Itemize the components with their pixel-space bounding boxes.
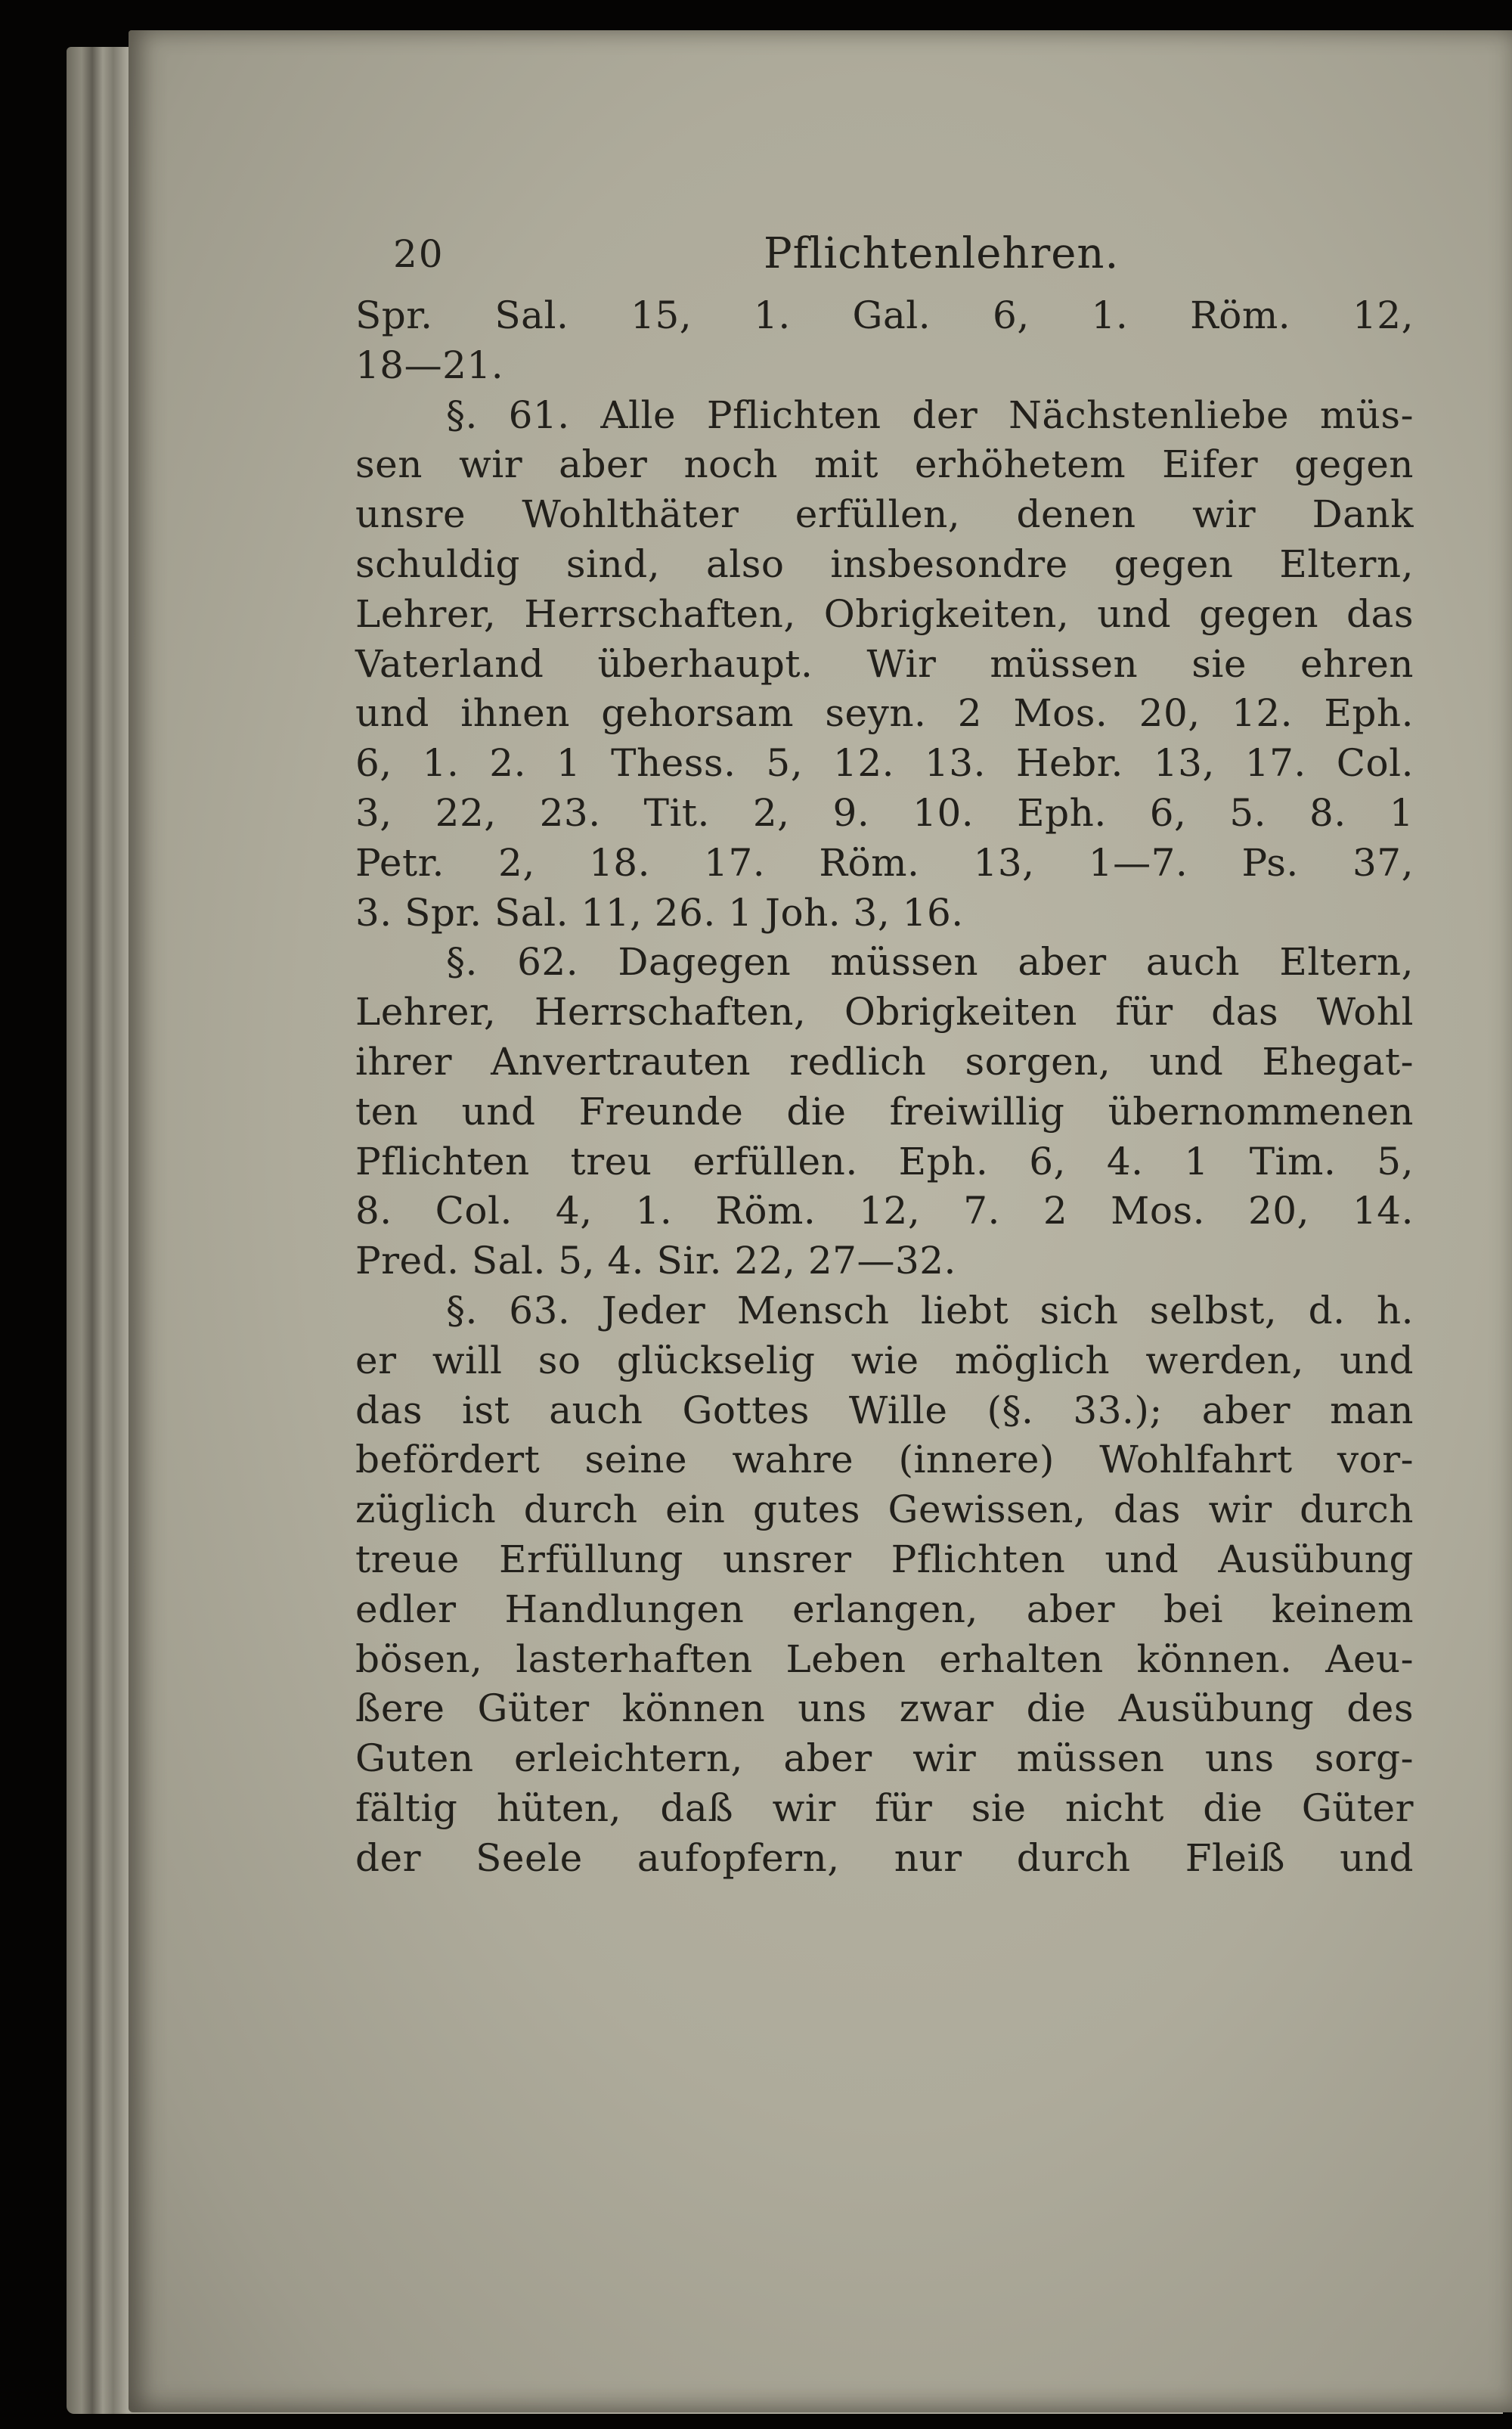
text-line: Pflichten treu erfüllen. Eph. 6, 4. 1 Tim. 5, <box>355 1139 1414 1183</box>
text-line: Lehrer, Herrschaften, Obrigkeiten, und gegen das <box>355 591 1414 636</box>
text-line: 3. Spr. Sal. 11, 26. 1 Joh. 3, 16. <box>355 890 964 935</box>
text-line: 8. Col. 4, 1. Röm. 12, 7. 2 Mos. 20, 14. <box>355 1189 1414 1233</box>
body-text <box>355 291 1414 1884</box>
text-line: ihrer Anvertrauten redlich sorgen, und Ehegat- <box>355 1039 1414 1084</box>
text-line: schuldig sind, also insbesondre gegen Eltern, <box>355 541 1414 586</box>
text-line: Petr. 2, 18. 17. Röm. 13, 1—7. Ps. 37, <box>355 840 1414 885</box>
running-head-title: Pflichtenlehren. <box>764 229 1120 278</box>
text-line: edler Handlungen erlangen, aber bei keinem <box>355 1587 1414 1631</box>
text-line: der Seele aufopfern, nur durch Fleiß und <box>355 1835 1414 1880</box>
text-line: sen wir aber noch mit erhöhetem Eifer gegen <box>355 442 1414 487</box>
page-text-block <box>355 223 1414 1884</box>
running-header <box>355 223 1414 291</box>
text-line: züglich durch ein gutes Gewissen, das wir durch <box>355 1487 1414 1532</box>
text-line: Pred. Sal. 5, 4. Sir. 22, 27—32. <box>355 1239 956 1283</box>
text-line: Spr. Sal. 15, 1. Gal. 6, 1. Röm. 12, <box>355 293 1414 337</box>
text-line: bösen, lasterhaften Leben erhalten können. Aeu- <box>355 1636 1414 1681</box>
text-line: Vaterland überhaupt. Wir müssen sie ehren <box>355 641 1414 686</box>
text-line: §. 63. Jeder Mensch liebt sich selbst, d. h. <box>446 1288 1414 1332</box>
text-line: Lehrer, Herrschaften, Obrigkeiten für das Wohl <box>355 990 1414 1035</box>
text-line: 3, 22, 23. Tit. 2, 9. 10. Eph. 6, 5. 8. 1 <box>355 790 1414 835</box>
text-line: §. 61. Alle Pflichten der Nächstenliebe müs- <box>446 392 1414 437</box>
text-line: ten und Freunde die freiwillig übernommenen <box>355 1089 1414 1134</box>
text-line: 6, 1. 2. 1 Thess. 5, 12. 13. Hebr. 13, 17. Col. <box>355 741 1414 786</box>
page-number: 20 <box>393 232 445 276</box>
text-line: 18—21. <box>355 343 504 387</box>
text-line: fältig hüten, daß wir für sie nicht die Güter <box>355 1785 1414 1830</box>
text-line: unsre Wohlthäter erfüllen, denen wir Dank <box>355 492 1414 537</box>
text-line: befördert seine wahre (innere) Wohlfahrt vor- <box>355 1438 1414 1482</box>
text-line: er will so glückselig wie möglich werden, und <box>355 1338 1414 1382</box>
text-line: Guten erleichtern, aber wir müssen uns sorg- <box>355 1736 1414 1781</box>
book-page <box>129 30 1512 2412</box>
text-line: und ihnen gehorsam seyn. 2 Mos. 20, 12. Eph. <box>355 691 1414 736</box>
text-line: das ist auch Gottes Wille (§. 33.); aber man <box>355 1388 1414 1432</box>
text-line: §. 62. Dagegen müssen aber auch Eltern, <box>446 940 1414 985</box>
text-line: ßere Güter können uns zwar die Ausübung des <box>355 1686 1414 1731</box>
text-line: treue Erfüllung unsrer Pflichten und Ausübung <box>355 1537 1414 1581</box>
